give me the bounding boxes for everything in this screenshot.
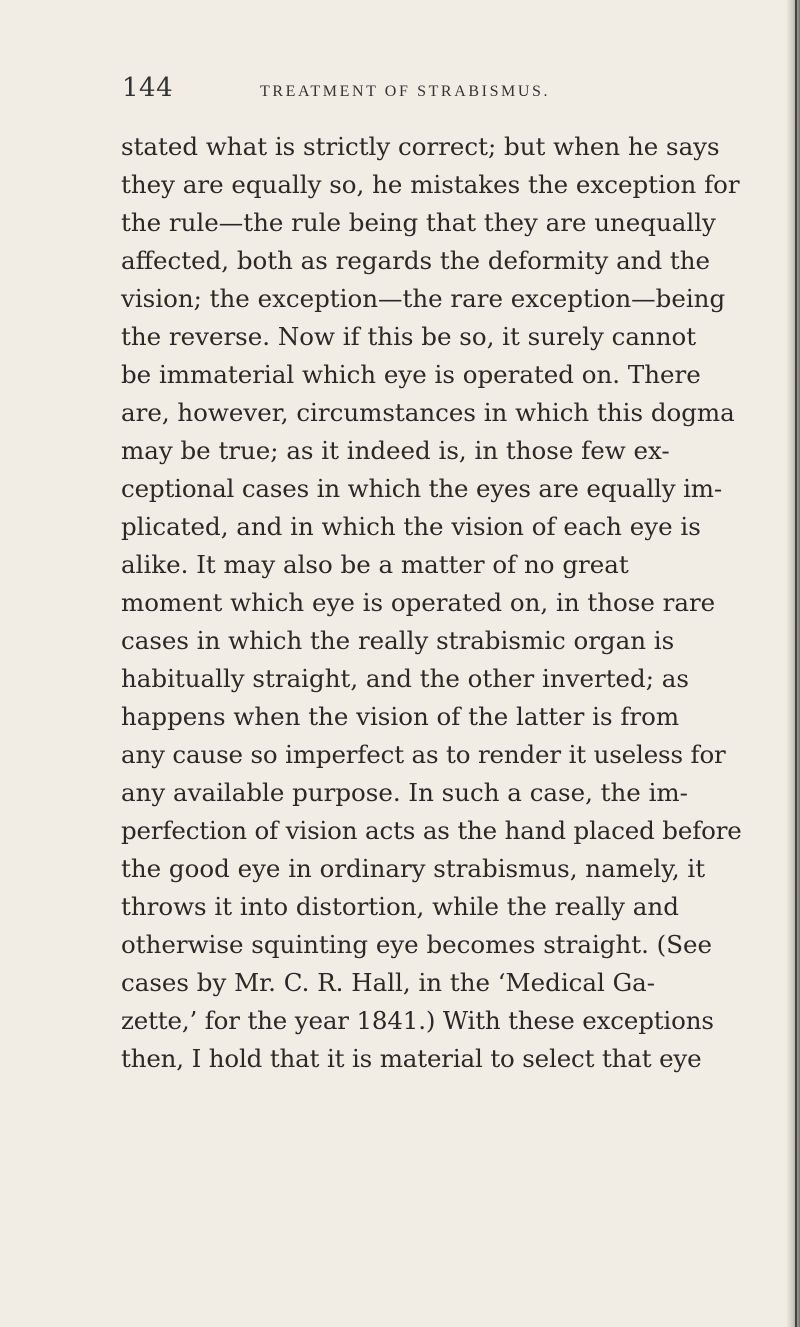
text-line: then, I hold that it is material to select that eye [121, 1044, 702, 1073]
text-line: happens when the vision of the latter is from [121, 702, 680, 731]
text-line: vision; the exception—the rare exception—being [121, 284, 726, 313]
text-line: stated what is strictly correct; but when he says [121, 132, 720, 161]
text-line: moment which eye is operated on, in those rare [121, 588, 716, 617]
page-edge-shadow [786, 0, 800, 1327]
text-line: ceptional cases in which the eyes are equally im- [121, 474, 722, 503]
text-line: they are equally so, he mistakes the exception for [121, 170, 740, 199]
page-number: 144 [122, 73, 174, 103]
text-line: any available purpose. In such a case, the im- [121, 778, 688, 807]
text-line: are, however, circumstances in which this dogma [121, 398, 735, 427]
page-edge-line [795, 0, 797, 1327]
body-text [121, 128, 781, 1078]
text-line: may be true; as it indeed is, in those few ex- [121, 436, 670, 465]
text-line: the reverse. Now if this be so, it surely cannot [121, 322, 697, 351]
text-line: throws it into distortion, while the really and [121, 892, 679, 921]
text-line: be immaterial which eye is operated on. There [121, 360, 701, 389]
text-line: plicated, and in which the vision of each eye is [121, 512, 701, 541]
text-line: the good eye in ordinary strabismus, namely, it [121, 854, 706, 883]
text-line: perfection of vision acts as the hand placed before [121, 816, 742, 845]
text-line: cases by Mr. C. R. Hall, in the ‘Medical Ga- [121, 968, 656, 997]
text-line: zette,’ for the year 1841.) With these exceptions [121, 1006, 714, 1035]
text-line: habitually straight, and the other inverted; as [121, 664, 689, 693]
text-line: cases in which the really strabismic organ is [121, 626, 675, 655]
text-line: alike. It may also be a matter of no great [121, 550, 629, 579]
text-line: otherwise squinting eye becomes straight. (See [121, 930, 713, 959]
text-line: the rule—the rule being that they are unequally [121, 208, 716, 237]
text-line: any cause so imperfect as to render it useless for [121, 740, 726, 769]
running-head: TREATMENT OF STRABISMUS. [260, 83, 551, 100]
text-line: affected, both as regards the deformity and the [121, 246, 711, 275]
